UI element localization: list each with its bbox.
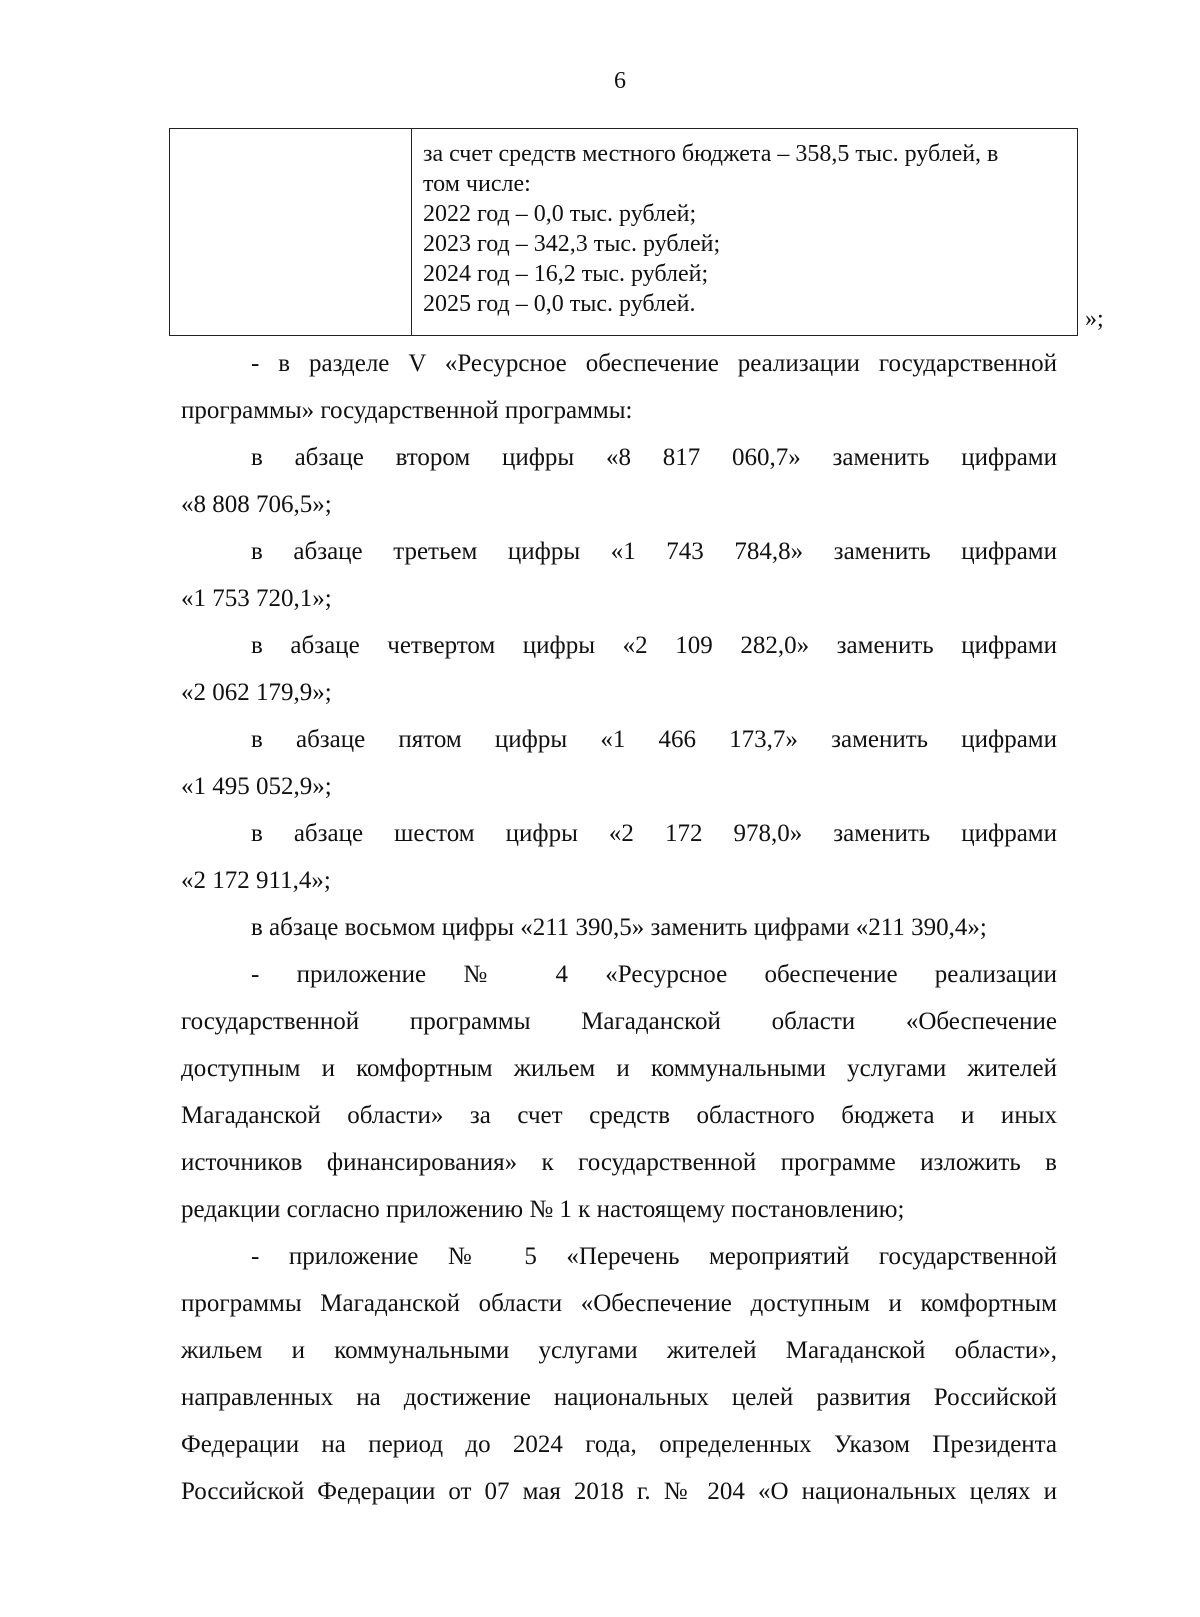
paragraph-line: источников финансирования» к государственной программе изложить в — [181, 1149, 1057, 1176]
table-cell-line: за счет средств местного бюджета – 358,5 тыс. рублей, в — [423, 141, 999, 167]
paragraph-line: в абзаце третьем цифры «1 743 784,8» заменить цифрами — [251, 538, 1057, 565]
paragraph-line: жильем и коммунальными услугами жителей Магаданской области», — [181, 1337, 1057, 1364]
paragraph-line: доступным и комфортным жильем и коммунальными услугами жителей — [181, 1055, 1057, 1082]
paragraph-line: программы» государственной программы: — [181, 397, 633, 424]
paragraph-line: в абзаце пятом цифры «1 466 173,7» заменить цифрами — [251, 726, 1057, 753]
table-cell-line: 2024 год – 16,2 тыс. рублей; — [423, 261, 709, 287]
paragraph-line: Магаданской области» за счет средств областного бюджета и иных — [181, 1102, 1057, 1129]
paragraph-line: Федерации на период до 2024 года, определенных Указом Президента — [181, 1431, 1057, 1458]
paragraph-line: Российской Федерации от 07 мая 2018 г. № 204 «О национальных целях и — [181, 1478, 1057, 1505]
table-cell-line: 2025 год – 0,0 тыс. рублей. — [423, 291, 696, 317]
paragraph-line: государственной программы Магаданской области «Обеспечение — [181, 1008, 1057, 1035]
paragraph-line: направленных на достижение национальных целей развития Российской — [181, 1384, 1057, 1411]
page-number: 6 — [614, 68, 626, 94]
paragraph-line: - приложение № 4 «Ресурсное обеспечение реализации — [251, 961, 1057, 988]
paragraph-line: «1 753 720,1»; — [181, 585, 332, 612]
paragraph-line: «2 062 179,9»; — [181, 679, 332, 706]
paragraph-line: программы Магаданской области «Обеспечение доступным и комфортным — [181, 1290, 1057, 1317]
paragraph-line: редакции согласно приложению № 1 к настоящему постановлению; — [181, 1196, 905, 1223]
table-right-cell — [423, 139, 1068, 319]
paragraph-abzac-3 — [181, 528, 1057, 622]
paragraph-section-v — [181, 340, 1057, 434]
table-cell-line: 2023 год – 342,3 тыс. рублей; — [423, 231, 721, 257]
paragraph-appendix-4 — [181, 951, 1057, 1233]
paragraph-line: в абзаце четвертом цифры «2 109 282,0» заменить цифрами — [251, 632, 1057, 659]
closing-quote-mark: »; — [1085, 306, 1104, 332]
paragraph-line: в абзаце восьмом цифры «211 390,5» заменить цифрами «211 390,4»; — [251, 914, 987, 941]
table-left-cell — [170, 129, 412, 335]
paragraph-line: - в разделе V «Ресурсное обеспечение реализации государственной — [251, 350, 1057, 377]
paragraph-abzac-5 — [181, 716, 1057, 810]
paragraph-abzac-2 — [181, 434, 1057, 528]
paragraph-line: «8 808 706,5»; — [181, 491, 332, 518]
paragraph-appendix-5 — [181, 1233, 1057, 1515]
paragraph-line: в абзаце шестом цифры «2 172 978,0» заменить цифрами — [251, 820, 1057, 847]
paragraph-abzac-4 — [181, 622, 1057, 716]
table-cell-line: 2022 год – 0,0 тыс. рублей; — [423, 201, 697, 227]
paragraph-abzac-6 — [181, 810, 1057, 904]
paragraph-line: - приложение № 5 «Перечень мероприятий государственной — [251, 1243, 1057, 1270]
table-cell-line: том числе: — [423, 171, 531, 197]
paragraph-line: в абзаце втором цифры «8 817 060,7» заменить цифрами — [251, 444, 1057, 471]
paragraph-line: «2 172 911,4»; — [181, 867, 331, 894]
document-body — [181, 340, 1057, 1515]
paragraph-line: «1 495 052,9»; — [181, 773, 332, 800]
budget-table — [169, 128, 1078, 336]
paragraph-abzac-8 — [181, 904, 1057, 951]
